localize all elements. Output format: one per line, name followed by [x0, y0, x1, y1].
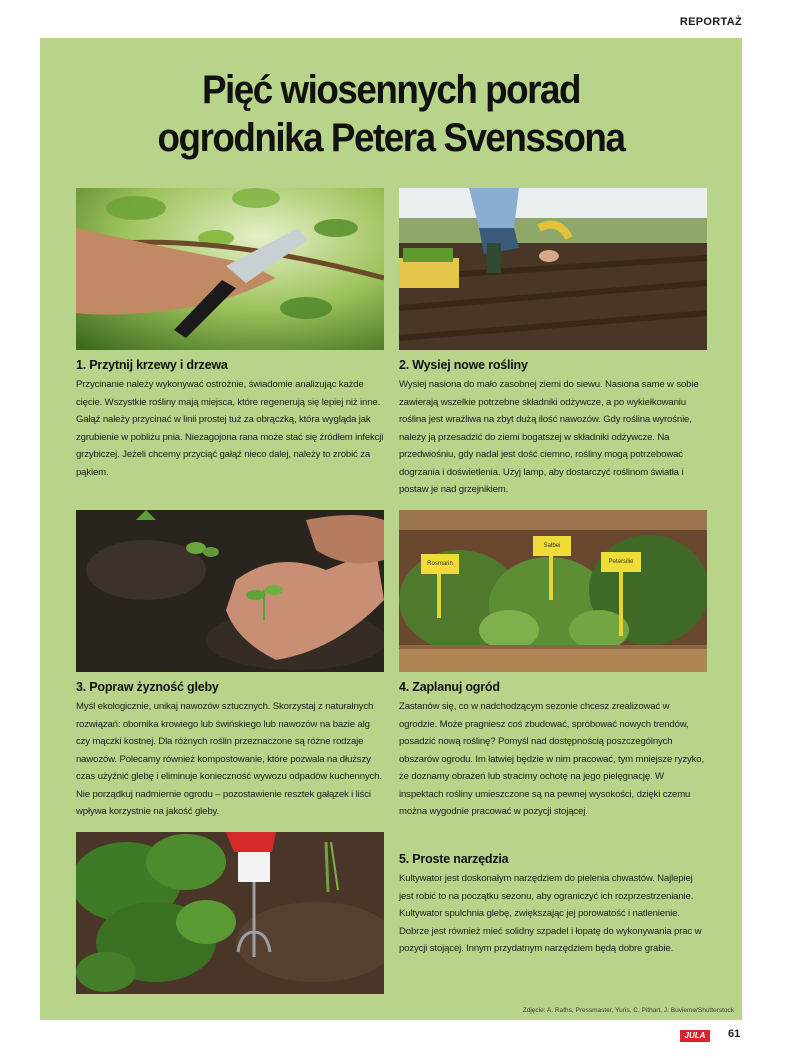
photo-credit: Zdjęcie: A. Raths, Pressmaster, Yuris, C. Pithart, J. Buvieme/Shutterstock — [522, 1007, 734, 1014]
tip-2-body: Wysiej nasiona do mało zasobnej ziemi do siewu. Nasiona same w sobie zawierają wszelkie potrzebne składniki odżywcze, a po wykiełkowaniu roślina jest wrażliwa na zbyt dużą ilość nawozów. Gdy roślina wyrośnie, należy ją przesadzić do ziemi bogatszej w składniki odżywcze. Na przedwiośniu, gdy nadal jest dość ciemno, rośliny mogą potrzebować dogrzania i doświetlenia. Użyj lamp, aby dostarczyć roślinom światła i postaw je nad grzejnikiem. — [399, 379, 699, 495]
page-number: 61 — [728, 1028, 741, 1040]
tip-2-heading: 2. Wysiej nowe rośliny — [399, 358, 528, 372]
plant-label-petersilie: Petersilie — [601, 552, 641, 572]
tip-1 — [76, 358, 386, 481]
tip-3-body: Myśl ekologicznie, unikaj nawozów sztucznych. Skorzystaj z naturalnych rozwiązań: obornika krowiego lub świńskiego lub nawozów na bazie alg czy mączki kostnej. Dla różnych roślin przeznaczone są różne rodzaje nawozów. Polecamy również kompostowanie, które pozwala na dłuższy czas użyźnić glebę i eliminuje konieczność wywozu odpadów kuchennych. Nie porządkuj nadmiernie ogrodu – pozostawienie resztek gałązek i liści wpływa korzystnie na jakość gleby. — [76, 701, 382, 817]
title-line-1: Pięć wiosennych porad — [201, 68, 581, 112]
photo-sowing — [399, 188, 707, 350]
tip-5-heading: 5. Proste narzędzia — [399, 852, 509, 866]
plant-label-rosmarin: Rosmarin — [421, 554, 459, 574]
tip-5-body: Kultywator jest doskonałym narzędziem do pielenia chwastów. Najlepiej jest robić to na początku sezonu, aby ograniczyć ich rozprzestrzenianie. Kultywator spulchnia glebę, zwiększając jej porowatość i natlenienie. Dobrze jest również mieć solidny szpadel i łopatę do wykonywania prac w pozycji stojącej. Innym przydatnym narzędziem będą dobre grabie. — [399, 873, 702, 954]
plant-label-salbei: Salbei — [533, 536, 571, 556]
tip-4-body: Zastanów się, co w nadchodzącym sezonie chcesz zrealizować w ogrodzie. Może pragniesz coś zbudować, spróbować nowych trendów, posadzić nową roślinę? Pomyśl nad dostępnością poszczególnych obszarów ogrodu. Im łatwiej będzie w nim pracować, tym mniejsze ryzyko, że doznamy obrażeń lub stracimy ochotę na jego pielęgnację. W inspektach rośliny umieszczone są na pewnej wysokości, dzięki czemu można wygodnie pracować w pozycji stojącej. — [399, 701, 704, 817]
page-title — [68, 66, 714, 162]
tip-2 — [399, 358, 709, 499]
photo-herb-garden — [399, 510, 707, 672]
photo-pruning — [76, 188, 384, 350]
tip-5 — [399, 852, 709, 958]
tip-4-heading: 4. Zaplanuj ogród — [399, 680, 500, 694]
tip-4 — [399, 680, 709, 821]
tip-3-heading: 3. Popraw żyzność gleby — [76, 680, 219, 694]
tip-1-heading: 1. Przytnij krzewy i drzewa — [76, 358, 228, 372]
article-panel — [40, 38, 742, 1020]
jula-logo: JULA — [680, 1030, 710, 1042]
title-line-2: ogrodnika Petera Svenssona — [157, 116, 625, 160]
section-label: REPORTAŻ — [679, 16, 742, 28]
photo-cultivator — [76, 832, 384, 994]
tip-1-body: Przycinanie należy wykonywać ostrożnie, świadomie analizując każde cięcie. Wszystkie rośliny mają miejsca, które regenerują się lepiej niż inne. Gałąź należy przycinać w linii prostej tuż za obrączką, która wygląda jak zgrubienie w pobliżu pnia. Niezagojona rana może stać się źródłem infekcji grzybiczej. Jeżeli chcemy przyciąć gałąź nieco dalej, należy to zrobić za pąkiem. — [76, 379, 384, 478]
tip-3 — [76, 680, 386, 821]
photo-soil-planting — [76, 510, 384, 672]
